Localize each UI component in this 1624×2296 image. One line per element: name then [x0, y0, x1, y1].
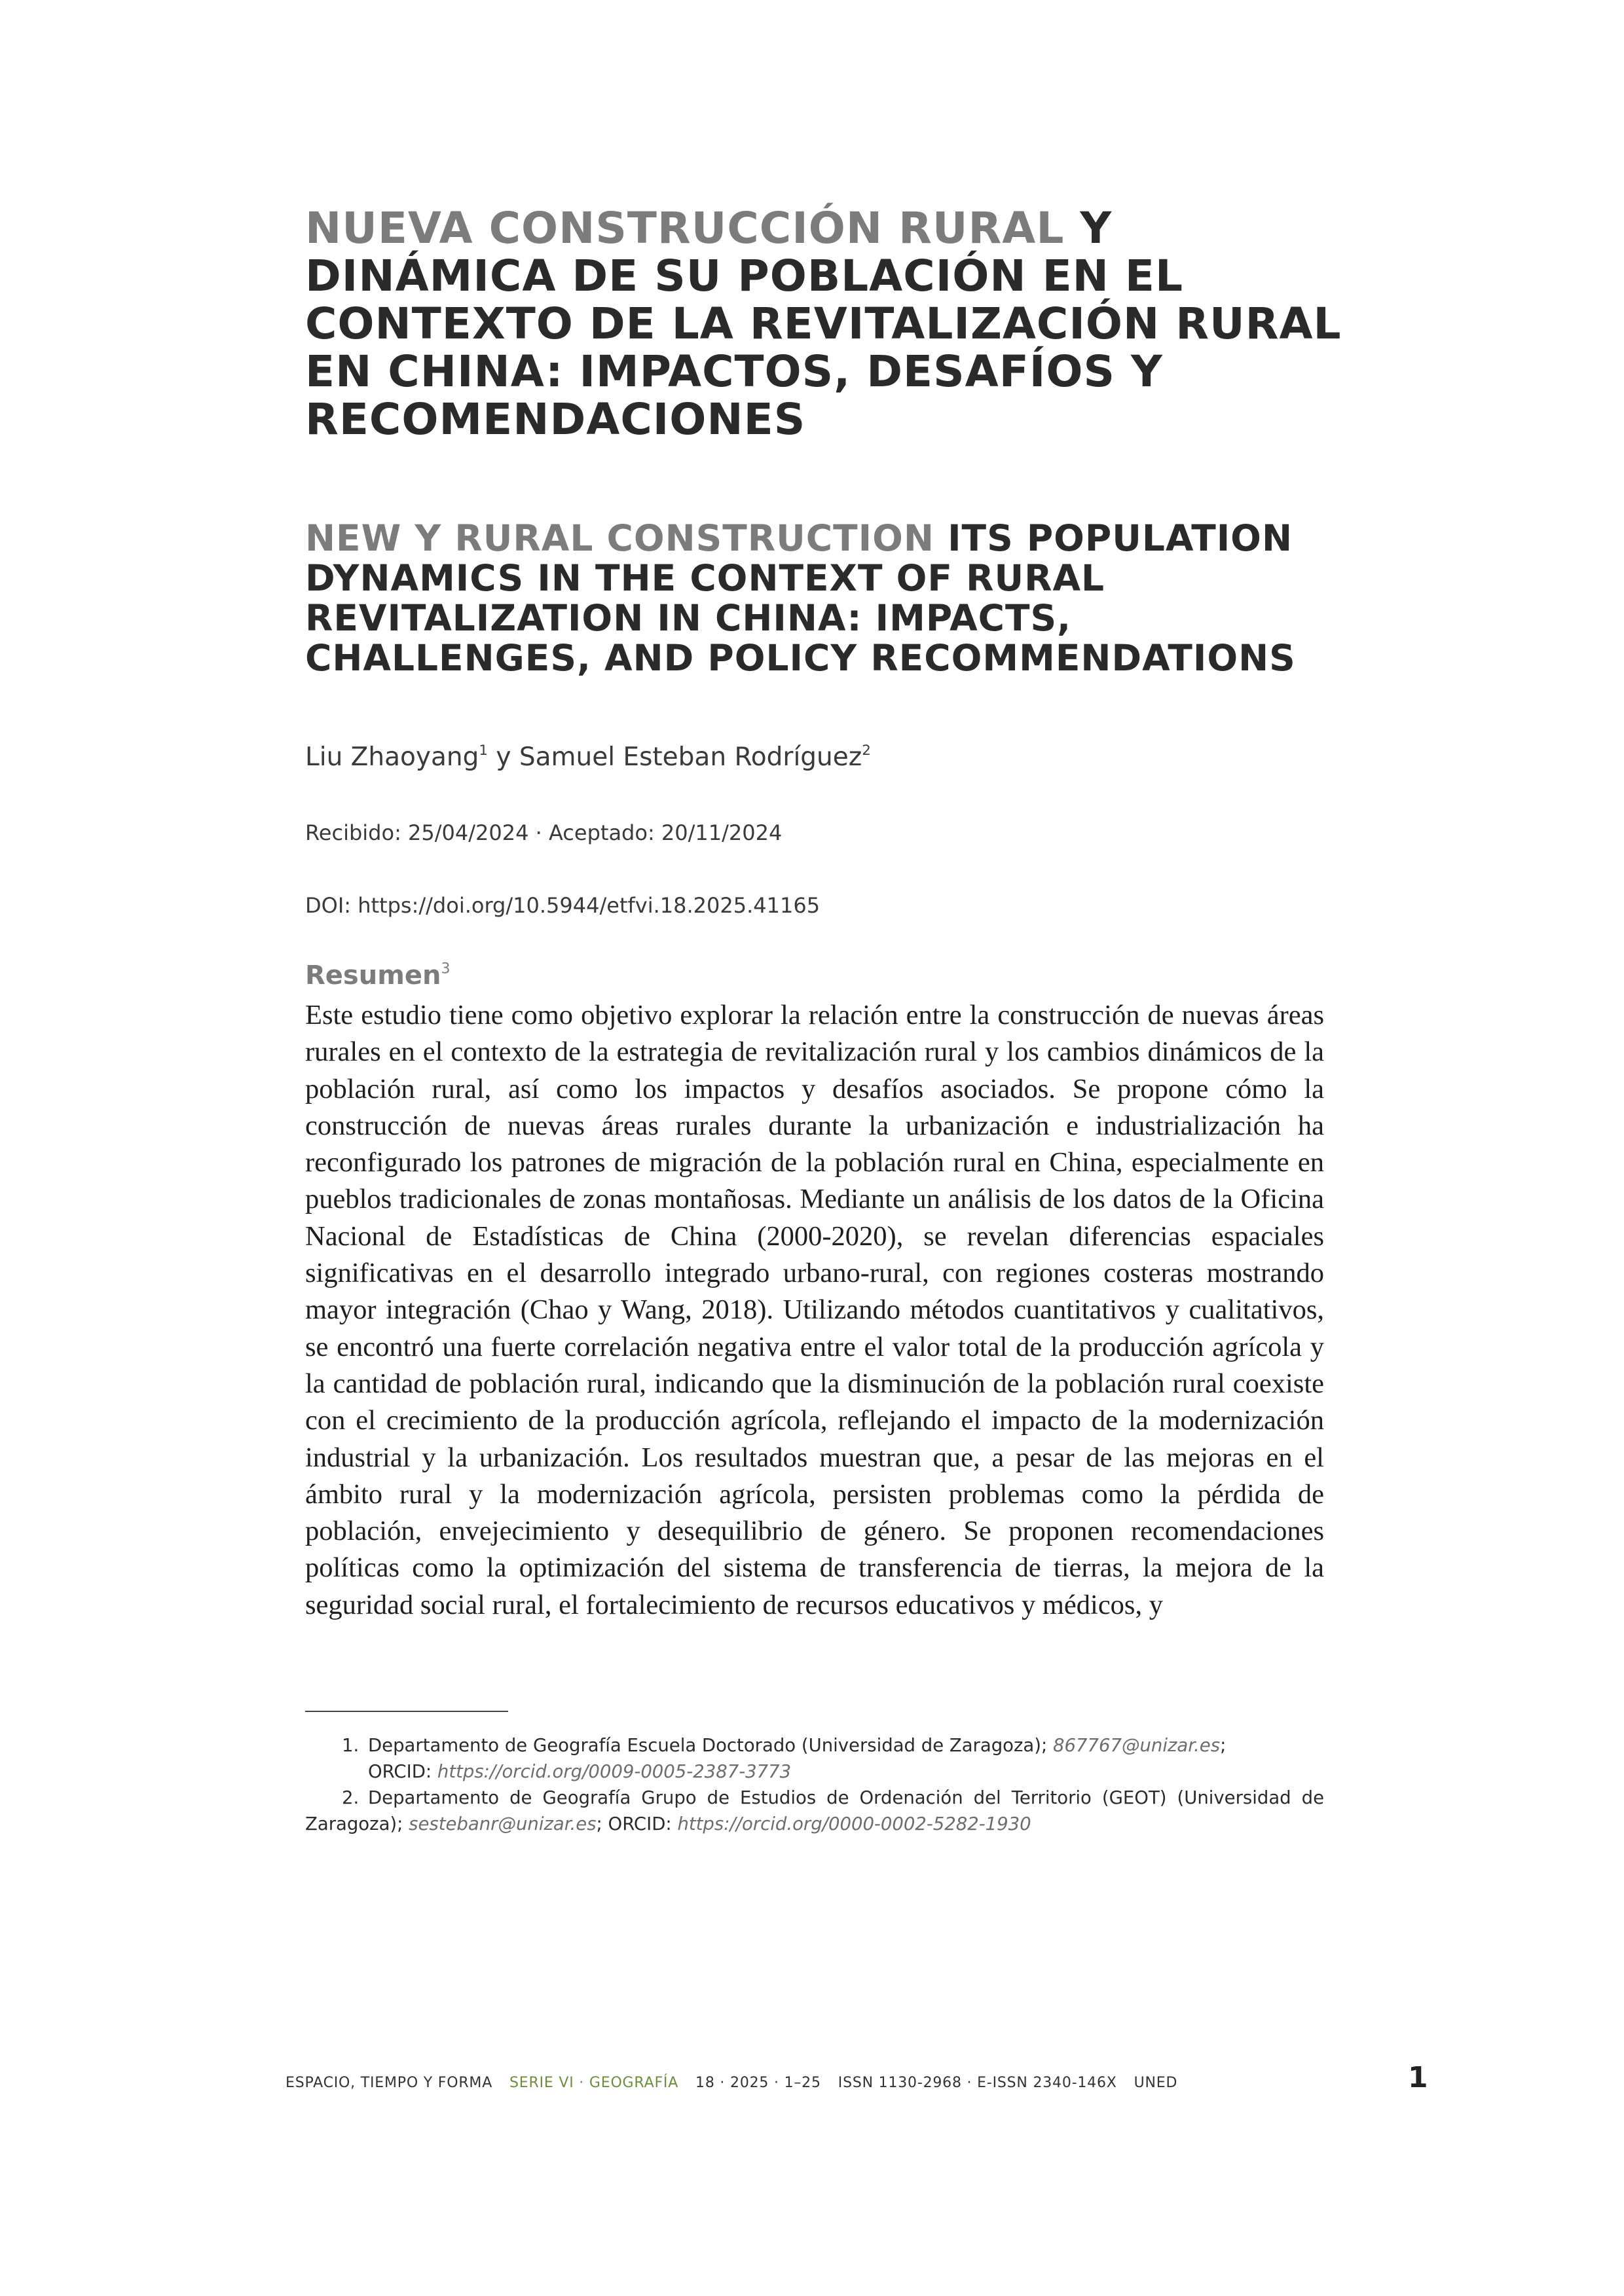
title-es-highlight: NUEVA CONSTRUCCIÓN RURAL [305, 203, 1065, 253]
author-list [305, 742, 871, 772]
abstract-heading [305, 960, 451, 991]
footnote-item [305, 1785, 1324, 1837]
received-accepted-dates: Recibido: 25/04/2024 · Aceptado: 20/11/2024 [305, 820, 783, 845]
footnote-item [305, 1732, 1324, 1785]
abstract-heading-label: Resumen [305, 960, 441, 991]
footnote-text: Departamento de Geografía Grupo de Estudios de Ordenación del Territorio (GEOT) (Universidad de Zaragoza); [305, 1787, 1324, 1834]
footnote-email-link[interactable]: 867767@unizar.es [1053, 1735, 1221, 1756]
article-title-spanish [305, 204, 1366, 443]
author-name: Samuel Esteban Rodríguez [519, 742, 862, 772]
journal-issue: 18 · 2025 · 1–25 [695, 2075, 821, 2091]
footnote-number: 1. [342, 1735, 360, 1756]
page-number: 1 [1408, 2061, 1428, 2094]
orcid-link[interactable]: https://orcid.org/0000-0002-5282-1930 [677, 1813, 1031, 1834]
footnote-text: Departamento de Geografía Escuela Doctorado (Universidad de Zaragoza); [368, 1735, 1054, 1756]
orcid-link[interactable]: https://orcid.org/0009-0005-2387-3773 [437, 1761, 792, 1782]
footnote-number: 2. [342, 1787, 360, 1808]
footnote-separator: ; [1220, 1735, 1227, 1756]
orcid-label: ORCID: [368, 1761, 437, 1782]
footnote-orcid-line [368, 1758, 1324, 1785]
publisher-name: UNED [1134, 2075, 1178, 2091]
footnote-marker[interactable]: 3 [441, 960, 451, 977]
journal-issn: ISSN 1130-2968 · E-ISSN 2340-146X [838, 2075, 1117, 2091]
footnotes [305, 1732, 1324, 1837]
page-footer [286, 2075, 1194, 2091]
journal-series: SERIE VI · GEOGRAFÍA [509, 2075, 679, 2091]
footnote-separator: ; [596, 1813, 608, 1834]
footnote-email-link[interactable]: sestebanr@unizar.es [409, 1813, 597, 1834]
abstract-text: Este estudio tiene como objetivo explorar la relación entre la construcción de nuevas áreas rurales en el contexto de la estrategia de revitalización rural y los cambios dinámicos de la población rural, así como los impactos y desafíos asociados. Se propone cómo la construcción de nuevas áreas rurales durante la urbanización e industrialización ha reconfigurado los patrones de migración de la población rural en China, especialmente en pueblos tradicionales de zonas montañosas. Mediante un análisis de los datos de la Oficina Nacional de Estadísticas de China (2000-2020), se revelan diferencias espaciales significativas en el desarrollo integrado urbano-rural, con regiones costeras mostrando mayor integración (Chao y Wang, 2018). Utilizando métodos cuantitativos y cualitativos, se encontró una fuerte correlación negativa entre el valor total de la producción agrícola y la cantidad de población rural, indicando que la disminución de la población rural coexiste con el crecimiento de la producción agrícola, reflejando el impacto de la modernización industrial y la urbanización. Los resultados muestran que, a pesar de las mejoras en el ámbito rural y la modernización agrícola, persisten problemas como la pérdida de población, envejecimiento y desequilibrio de género. Se proponen recomendaciones políticas como la optimización del sistema de transferencia de tierras, la mejora de la seguridad social rural, el fortalecimiento de recursos educativos y médicos, y [305, 1000, 1324, 1620]
title-en-rest: ITS POPULATION DYNAMICS IN THE CONTEXT OF RURAL REVITALIZATION IN CHINA: IMPACTS, CHALLENGES, AND POLICY RECOMMENDATIONS [305, 517, 1296, 679]
orcid-label: ORCID: [608, 1813, 678, 1834]
footnote-marker[interactable]: 2 [862, 742, 871, 759]
footnote-divider [305, 1711, 508, 1712]
author-conjunction: y [487, 742, 519, 772]
article-title-english [305, 519, 1366, 678]
footnote-marker[interactable]: 1 [479, 742, 488, 759]
author-name: Liu Zhaoyang [305, 742, 479, 772]
title-en-highlight: NEW Y RURAL CONSTRUCTION [305, 517, 934, 559]
title-es-rest: Y DINÁMICA DE SU POBLACIÓN EN EL CONTEXTO DE LA REVITALIZACIÓN RURAL EN CHINA: IMPACTOS, DESAFÍOS Y RECOMENDACIONES [305, 203, 1342, 445]
doi-link[interactable]: DOI: https://doi.org/10.5944/etfvi.18.2025.41165 [305, 893, 821, 918]
journal-name: ESPACIO, TIEMPO Y FORMA [286, 2075, 493, 2091]
